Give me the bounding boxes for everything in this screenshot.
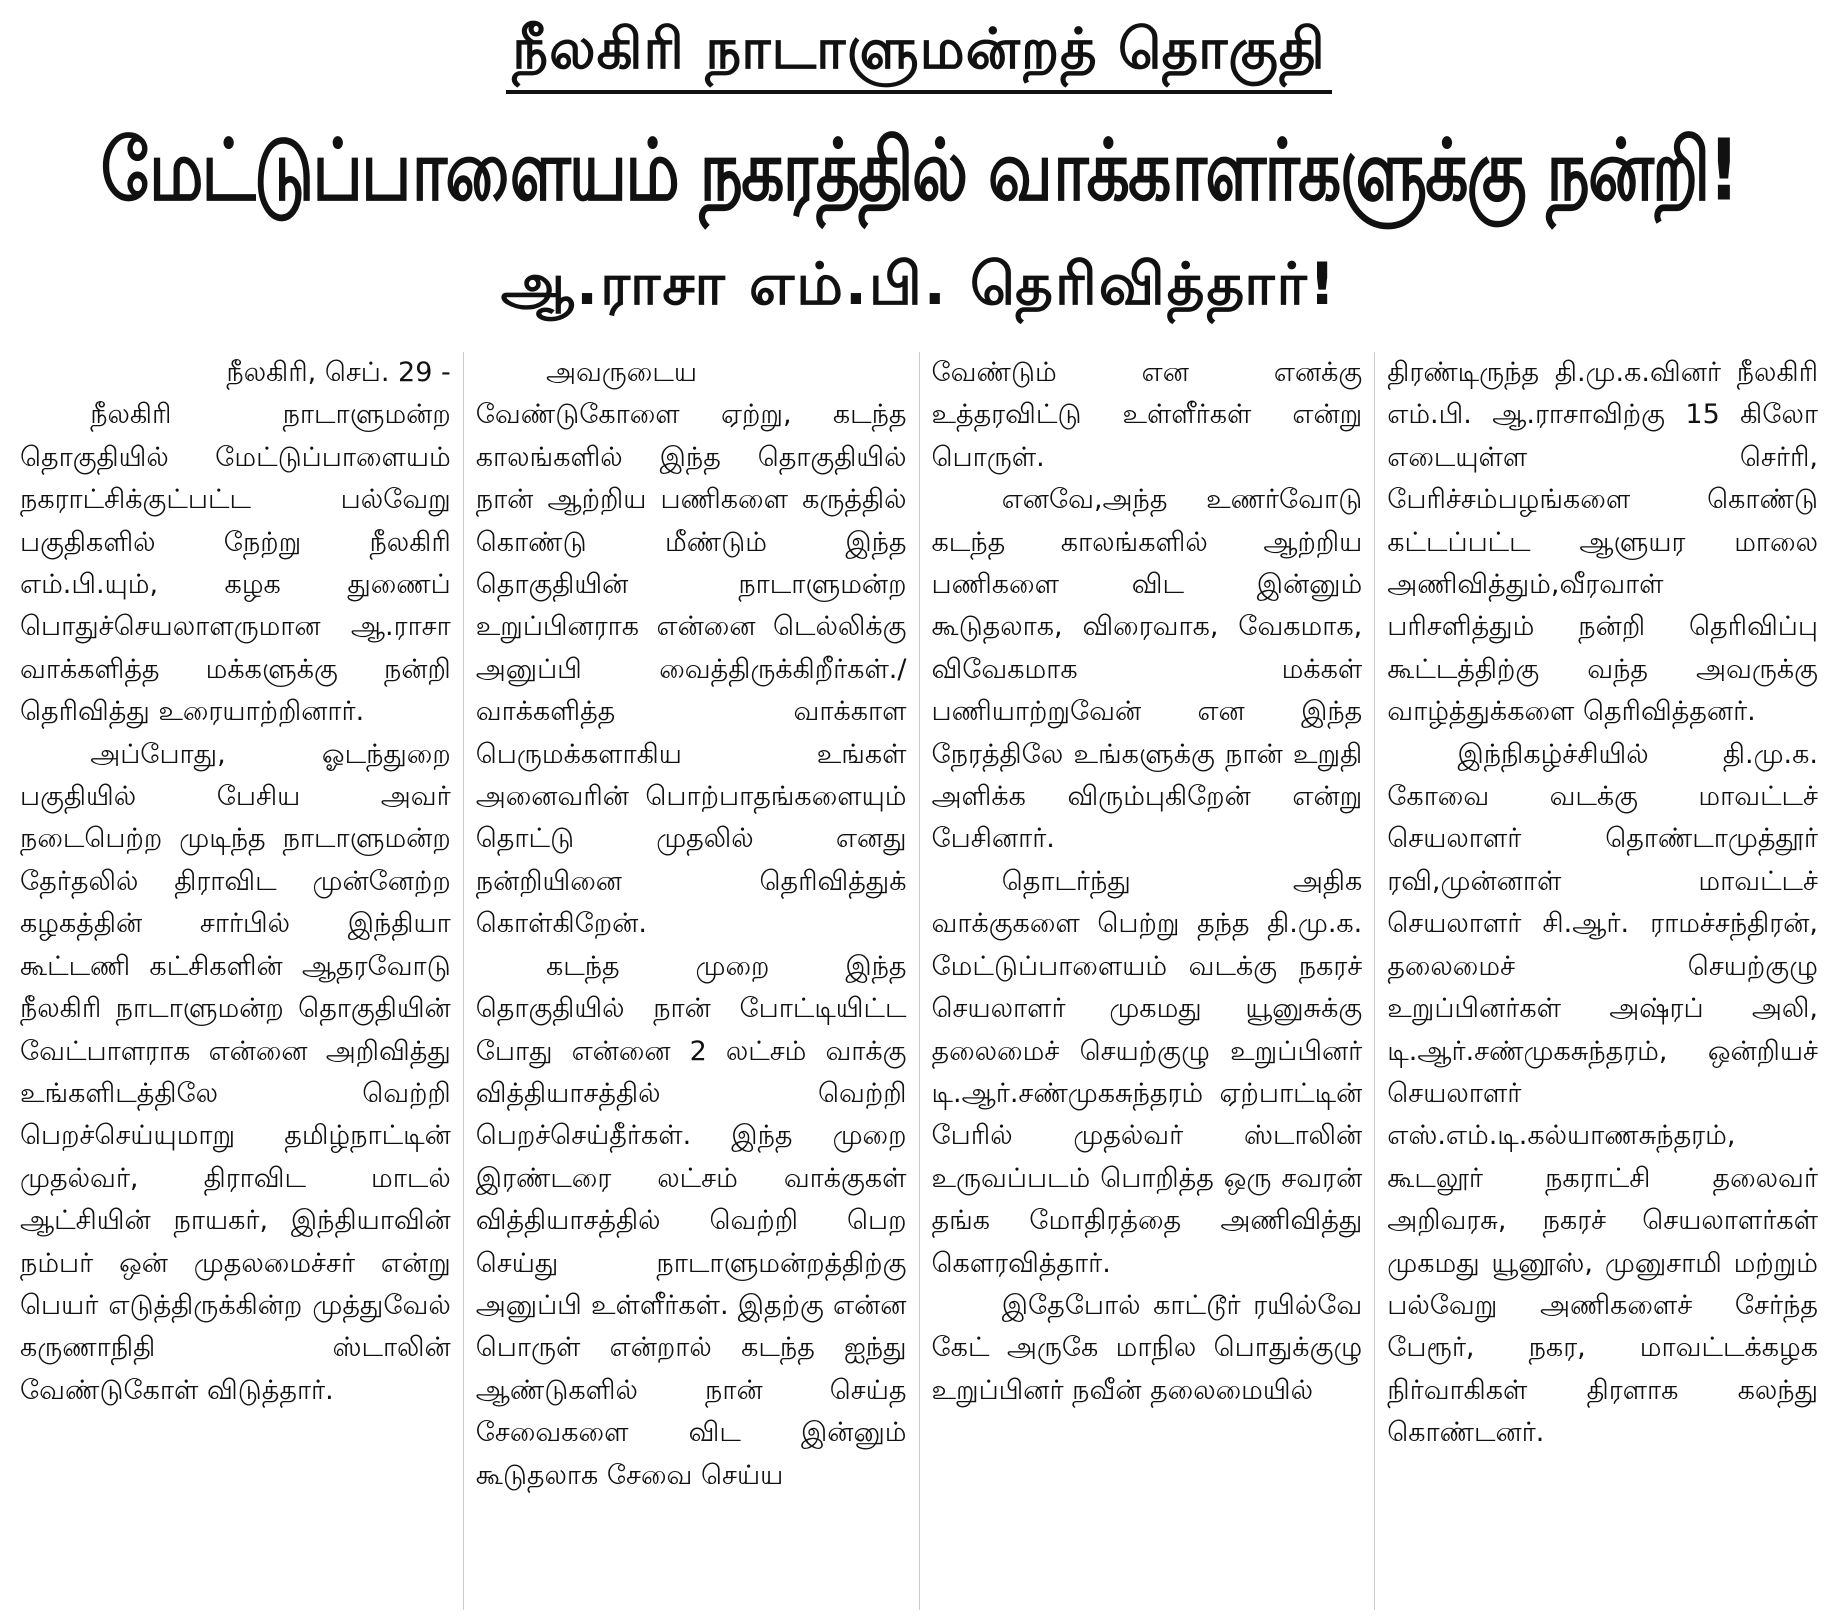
headline: மேட்டுப்பாளையம் நகரத்தில் வாக்காளர்களுக்கு நன்றி! [100,122,1738,221]
subheadline: ஆ.ராசா எம்.பி. தெரிவித்தார்! [500,250,1338,318]
paragraph: அப்போது, ஓடந்துறை பகுதியில் பேசிய அவர் நடைபெற்ற முடிந்த நாடாளுமன்ற தேர்தலில் திராவிட முன்னேற்ற கழகத்தின் சார்பில் இந்தியா கூட்டணி கட்சிகளின் ஆதரவோடு நீலகிரி நாடாளுமன்ற தொகுதியின் வேட்பாளராக என்னை அறிவித்து உங்களிடத்திலே வெற்றி பெறச்செய்யுமாறு தமிழ்நாட்டின் முதல்வர், திராவிட மாடல் ஆட்சியின் நாயகர், இந்தியாவின் நம்பர் ஒன் முதலமைச்சர் என்று பெயர் எடுத்திருக்கின்ற முத்துவேல் கருணாநிதி ஸ்டாலின் வேண்டுகோள் விடுத்தார். [20,738,451,1406]
paragraph: எனவே,அந்த உணர்வோடு கடந்த காலங்களில் ஆற்றிய பணிகளை விட இன்னும் கூடுதலாக, விரைவாக, வேகமாக, விவேகமாக மக்கள் பணியாற்றுவேன் என இந்த நேரத்திலே உங்களுக்கு நான் உறுதி அளிக்க விரும்புகிறேன் என்று பேசினார். [931,484,1363,855]
article-body [8,352,1830,1610]
paragraph: திரண்டிருந்த தி.மு.க.வினர் நீலகிரி எம்.பி. ஆ.ராசாவிற்கு 15 கிலோ எடையுள்ள செர்ரி, பேரிச்சம்பழங்களை கொண்டு கட்டப்பட்ட ஆளுயர மாலை அணிவித்தும்,வீரவாள் பரிசளித்தும் நன்றி தெரிவிப்பு கூட்டத்திற்கு வந்த அவருக்கு வாழ்த்துக்களை தெரிவித்தனர். [1387,357,1818,728]
paragraph: கடந்த முறை இந்த தொகுதியில் நான் போட்டியிட்ட போது என்னை 2 லட்சம் வாக்கு வித்தியாசத்தில் வெற்றி பெறச்செய்தீர்கள். இந்த முறை இரண்டரை லட்சம் வாக்குகள் வித்தியாசத்தில் வெற்றி பெற செய்து நாடாளுமன்றத்திற்கு அனுப்பி உள்ளீர்கள். இதற்கு என்ன பொருள் என்றால் கடந்த ஐந்து ஆண்டுகளில் நான் செய்த சேவைகளை விட இன்னும் கூடுதலாக சேவை செய்ய [475,950,907,1491]
paragraph: இதேபோல் காட்டூர் ரயில்வே கேட் அருகே மாநில பொதுக்குழு உறுப்பினர் நவீன் தலைமையில் [931,1289,1363,1406]
column-2 [463,352,919,1610]
paragraph: இந்நிகழ்ச்சியில் தி.மு.க. கோவை வடக்கு மாவட்டச் செயலாளர் தொண்டாமுத்தூர் ரவி,முன்னாள் மாவட்டச் செயலாளர் சி.ஆர். ராமச்சந்திரன், தலைமைச் செயற்குழு உறுப்பினர்கள் அஷ்ரப் அலி, டி.ஆர்.சண்முகசுந்தரம், ஒன்றியச் செயலாளர் எஸ்.எம்.டி.கல்யாணசுந்தரம், கூடலூர் நகராட்சி தலைவர் அறிவரசு, நகரச் செயலாளர்கள் முகமது யூனூஸ், முனுசாமி மற்றும் பல்வேறு அணிகளைச் சேர்ந்த பேரூர், நகர, மாவட்டக்கழக நிர்வாகிகள் திரளாக கலந்து கொண்டனர். [1387,738,1818,1449]
dateline: நீலகிரி, செப். 29 - [226,357,451,388]
column-4 [1374,352,1830,1610]
paragraph: தொடர்ந்து அதிக வாக்குகளை பெற்று தந்த தி.மு.க. மேட்டுப்பாளையம் வடக்கு நகரச் செயலாளர் முகமது யூனுசுக்கு தலைமைச் செயற்குழு உறுப்பினர் டி.ஆர்.சண்முகசுந்தரம் ஏற்பாட்டின் பேரில் முதல்வர் ஸ்டாலின் உருவப்படம் பொறித்த ஒரு சவரன் தங்க மோதிரத்தை அணிவித்து கௌரவித்தார். [931,865,1363,1279]
kicker-text: நீலகிரி நாடாளுமன்றத் தொகுதி [506,10,1331,94]
paragraph: வேண்டும் என எனக்கு உத்தரவிட்டு உள்ளீர்கள் என்று பொருள். [931,357,1363,473]
column-3 [919,352,1375,1610]
column-1 [8,352,463,1610]
paragraph: நீலகிரி நாடாளுமன்ற தொகுதியில் மேட்டுப்பாளையம் நகராட்சிக்குட்பட்ட பல்வேறு பகுதிகளில் நேற்று நீலகிரி எம்.பி.யும், கழக துணைப் பொதுச்செயலாளருமான ஆ.ராசா வாக்களித்த மக்களுக்கு நன்றி தெரிவித்து உரையாற்றினார். [20,399,451,728]
kicker [0,10,1838,94]
paragraph: அவருடைய வேண்டுகோளை ஏற்று, கடந்த காலங்களில் இந்த தொகுதியில் நான் ஆற்றிய பணிகளை கருத்தில் கொண்டு மீண்டும் இந்த தொகுதியின் நாடாளுமன்ற உறுப்பினராக என்னை டெல்லிக்கு அனுப்பி வைத்திருக்கிறீர்கள்./வாக்களித்த வாக்காள பெருமக்களாகிய உங்கள் அனைவரின் பொற்பாதங்களையும் தொட்டு முதலில் எனது நன்றியினை தெரிவித்துக் கொள்கிறேன். [475,357,907,940]
